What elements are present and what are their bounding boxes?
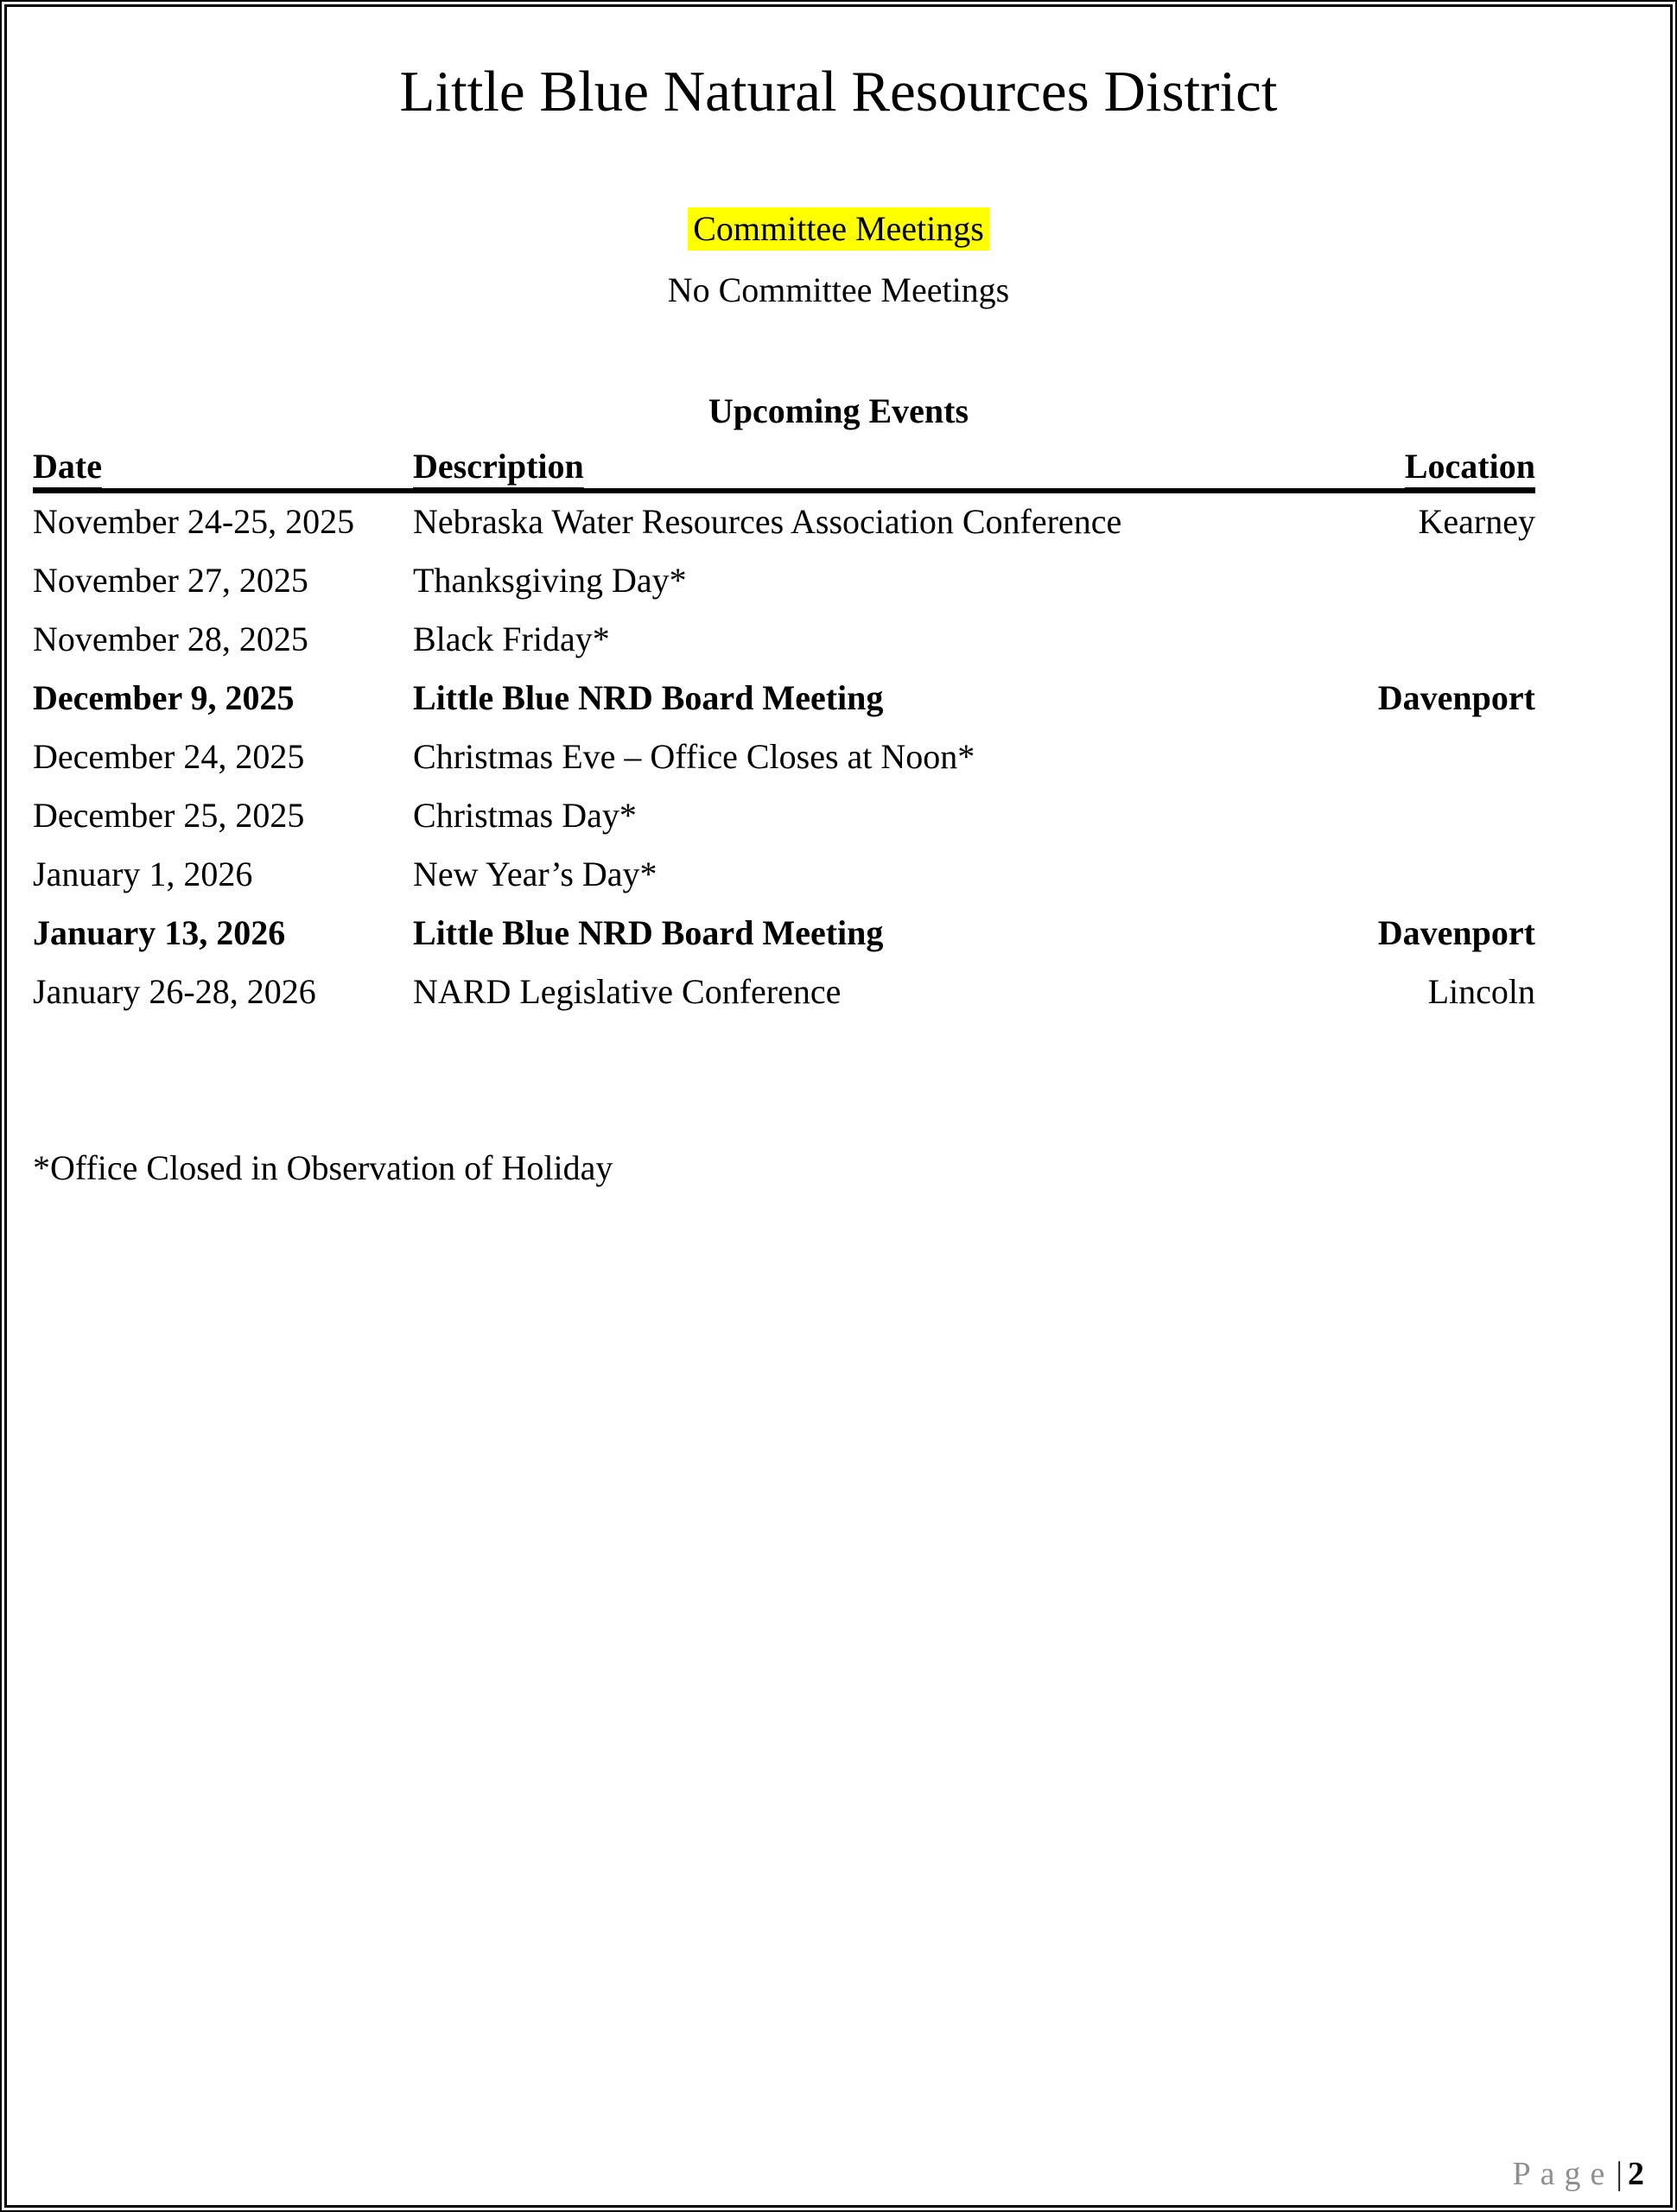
committee-status-text: No Committee Meetings: [667, 270, 1010, 309]
event-description: Christmas Day*: [413, 796, 637, 835]
footer-page-number: 2: [1628, 2156, 1644, 2192]
event-description: Little Blue NRD Board Meeting: [413, 913, 884, 952]
event-description: Thanksgiving Day*: [413, 561, 687, 600]
footer-page-label: Page: [1512, 2156, 1615, 2192]
event-date: December 25, 2025: [33, 796, 305, 835]
upcoming-events-heading: Upcoming Events: [708, 391, 969, 430]
event-date: November 28, 2025: [33, 620, 308, 658]
event-description: Little Blue NRD Board Meeting: [413, 678, 884, 717]
event-date: December 9, 2025: [33, 678, 295, 717]
event-date: December 24, 2025: [33, 737, 305, 776]
highlighted-text: Committee Meetings: [688, 207, 989, 251]
column-header-description: Description: [413, 447, 584, 486]
event-location: Kearney: [1418, 502, 1535, 541]
event-row: [33, 736, 1535, 795]
event-row: [33, 619, 1535, 677]
column-header-date: Date: [33, 447, 102, 486]
event-location: [1224, 795, 1535, 854]
event-description: New Year’s Day*: [413, 855, 657, 893]
event-location: [1224, 854, 1535, 912]
event-row: [33, 854, 1535, 912]
event-description: Nebraska Water Resources Association Conference: [413, 502, 1122, 541]
event-description: Christmas Eve – Office Closes at Noon*: [413, 737, 975, 776]
event-location: [1224, 560, 1535, 619]
holiday-footnote: *Office Closed in Observation of Holiday: [33, 1148, 613, 1187]
event-location: Davenport: [1377, 913, 1535, 952]
events-table-header: [33, 445, 1535, 493]
event-row: [33, 501, 1535, 560]
footer-separator: |: [1616, 2156, 1623, 2192]
page-number-footer: [1513, 2155, 1644, 2193]
event-description: Black Friday*: [413, 620, 610, 658]
event-location: [1224, 619, 1535, 677]
events-table: [33, 445, 1535, 1030]
event-date: November 27, 2025: [33, 561, 308, 600]
event-location: Davenport: [1377, 678, 1535, 717]
event-date: January 26-28, 2026: [33, 972, 316, 1011]
event-location: Lincoln: [1427, 972, 1535, 1011]
event-date: January 1, 2026: [33, 855, 253, 893]
event-description: NARD Legislative Conference: [413, 972, 842, 1011]
event-row: [33, 560, 1535, 619]
event-date: January 13, 2026: [33, 913, 286, 952]
committee-meetings-heading: [0, 207, 1677, 251]
event-row-board-meeting: [33, 912, 1535, 971]
column-header-location: Location: [1404, 447, 1535, 486]
event-location: [1224, 736, 1535, 795]
event-row: [33, 971, 1535, 1030]
page-border-inner: [4, 4, 1673, 2208]
event-date: November 24-25, 2025: [33, 502, 355, 541]
page-title: Little Blue Natural Resources District: [399, 60, 1278, 124]
event-row: [33, 795, 1535, 854]
event-row-board-meeting: [33, 677, 1535, 736]
